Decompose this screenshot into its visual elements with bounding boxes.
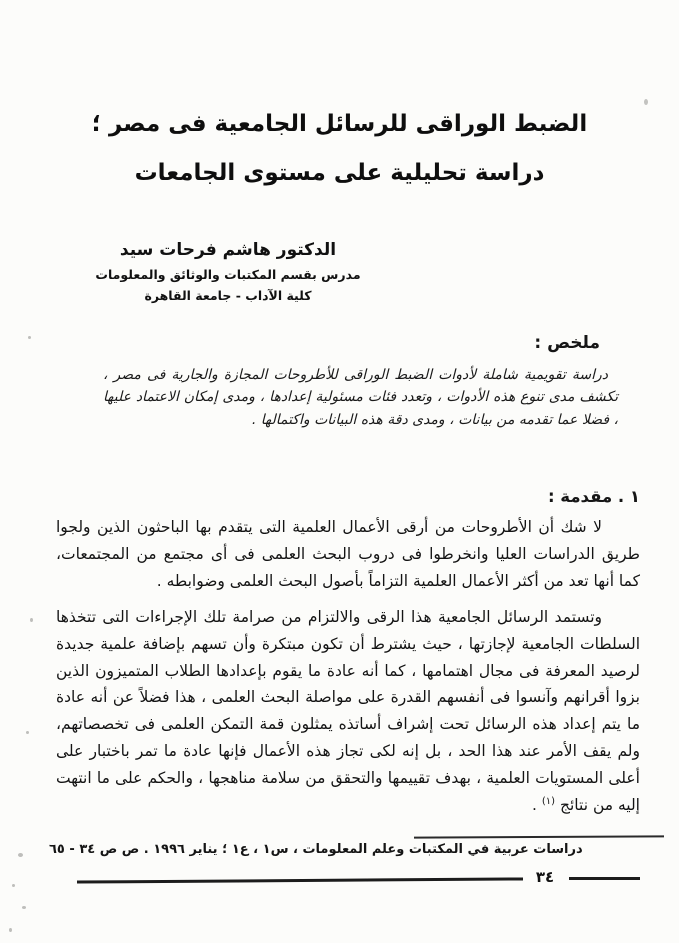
scan-artifact <box>12 884 15 887</box>
article-title-line2: دراسة تحليلية على مستوى الجامعات <box>134 160 545 186</box>
journal-citation: دراسات عربية في المكتبات وعلم المعلومات ، س١ ، ع١ ؛ يناير ١٩٩٦ . ص ص ٣٤ - ٦٥ <box>49 842 583 857</box>
introduction-body <box>56 514 640 819</box>
author-name: الدكتور هاشم فرحات سيد <box>119 240 337 260</box>
bottom-rule-right <box>569 877 640 880</box>
abstract-heading: ملخص : <box>534 333 600 353</box>
section-1-heading: ١ . مقدمة : <box>547 487 640 506</box>
scan-artifact <box>644 99 648 105</box>
page-number: ٣٤ <box>535 868 555 886</box>
article-title-line1: الضبط الوراقى للرسائل الجامعية فى مصر ؛ <box>91 111 588 137</box>
intro-paragraph-2-end: . <box>532 796 542 815</box>
scan-artifact <box>30 618 33 622</box>
scan-artifact <box>9 928 12 932</box>
intro-paragraph-1: لا شك أن الأطروحات من أرقى الأعمال العلمية التى يتقدم بها الباحثون الذين ولجوا طريق الدراسات العليا وانخرطوا فى دروب البحث العلمى فى أى مجتمع من المجتمعات، كما أنها تعد من أكثر الأعمال العلمية التزاماً بأصول البحث العلمى وضوابطه . <box>56 518 640 590</box>
scan-artifact <box>22 906 26 909</box>
abstract-text: دراسة تقويمية شاملة لأدوات الضبط الوراقى للأطروحات المجازة والجارية فى مصر ، تكشف مدى تنوع هذه الأدوات ، وتعدد فئات مسئولية إعدادها ، ومدى إمكان الاعتماد عليها ، فضلا عما تقدمه من بيانات ، ومدى دقة هذه البيانات واكتمالها . <box>103 367 618 428</box>
scan-artifact <box>26 731 29 734</box>
author-role: مدرس بقسم المكتبات والوثائق والمعلومات <box>95 267 361 282</box>
footnote-separator-rule <box>414 835 664 838</box>
scan-artifact <box>28 336 31 339</box>
scan-artifact <box>18 853 23 857</box>
intro-paragraph-2 <box>56 604 640 819</box>
footnote-reference-1: (١) <box>541 795 556 807</box>
intro-paragraph-2-text: وتستمد الرسائل الجامعية هذا الرقى والالتزام من صرامة تلك الإجراءات التى تتخذها السلطات الجامعية لإجازتها ، حيث يشترط أن تكون مبتكرة وأن تسهم بإضافة علمية جديدة لرصيد المعرفة فى مجال اهتمامها ، كما أنه عادة ما يقوم بإعدادها الطلاب المتميزون الذين بزوا أقرانهم وآنسوا فى أنفسهم القدرة على مواصلة البحث العلمى ، هذا فضلاً عن أنه عادة ما يتم إعداد هذه الرسائل تحت إشراف أساتذه يمثلون قمة التمكن العلمى فى تخصصاتهم، ولم يقف الأمر عند هذا الحد ، بل إنه لكى تجاز هذه الأعمال فإنها عادة ما تمر باختبار على أعلى المستويات العلمية ، بهدف تقييمها والتحقق من سلامة مناهجها ، والحكم على ما انتهت إليه من نتائج <box>56 607 640 815</box>
author-affiliation: كلية الآداب - جامعة القاهرة <box>144 288 312 303</box>
author-block <box>78 236 378 306</box>
article-title <box>0 100 679 198</box>
bottom-rule-left <box>77 877 523 883</box>
